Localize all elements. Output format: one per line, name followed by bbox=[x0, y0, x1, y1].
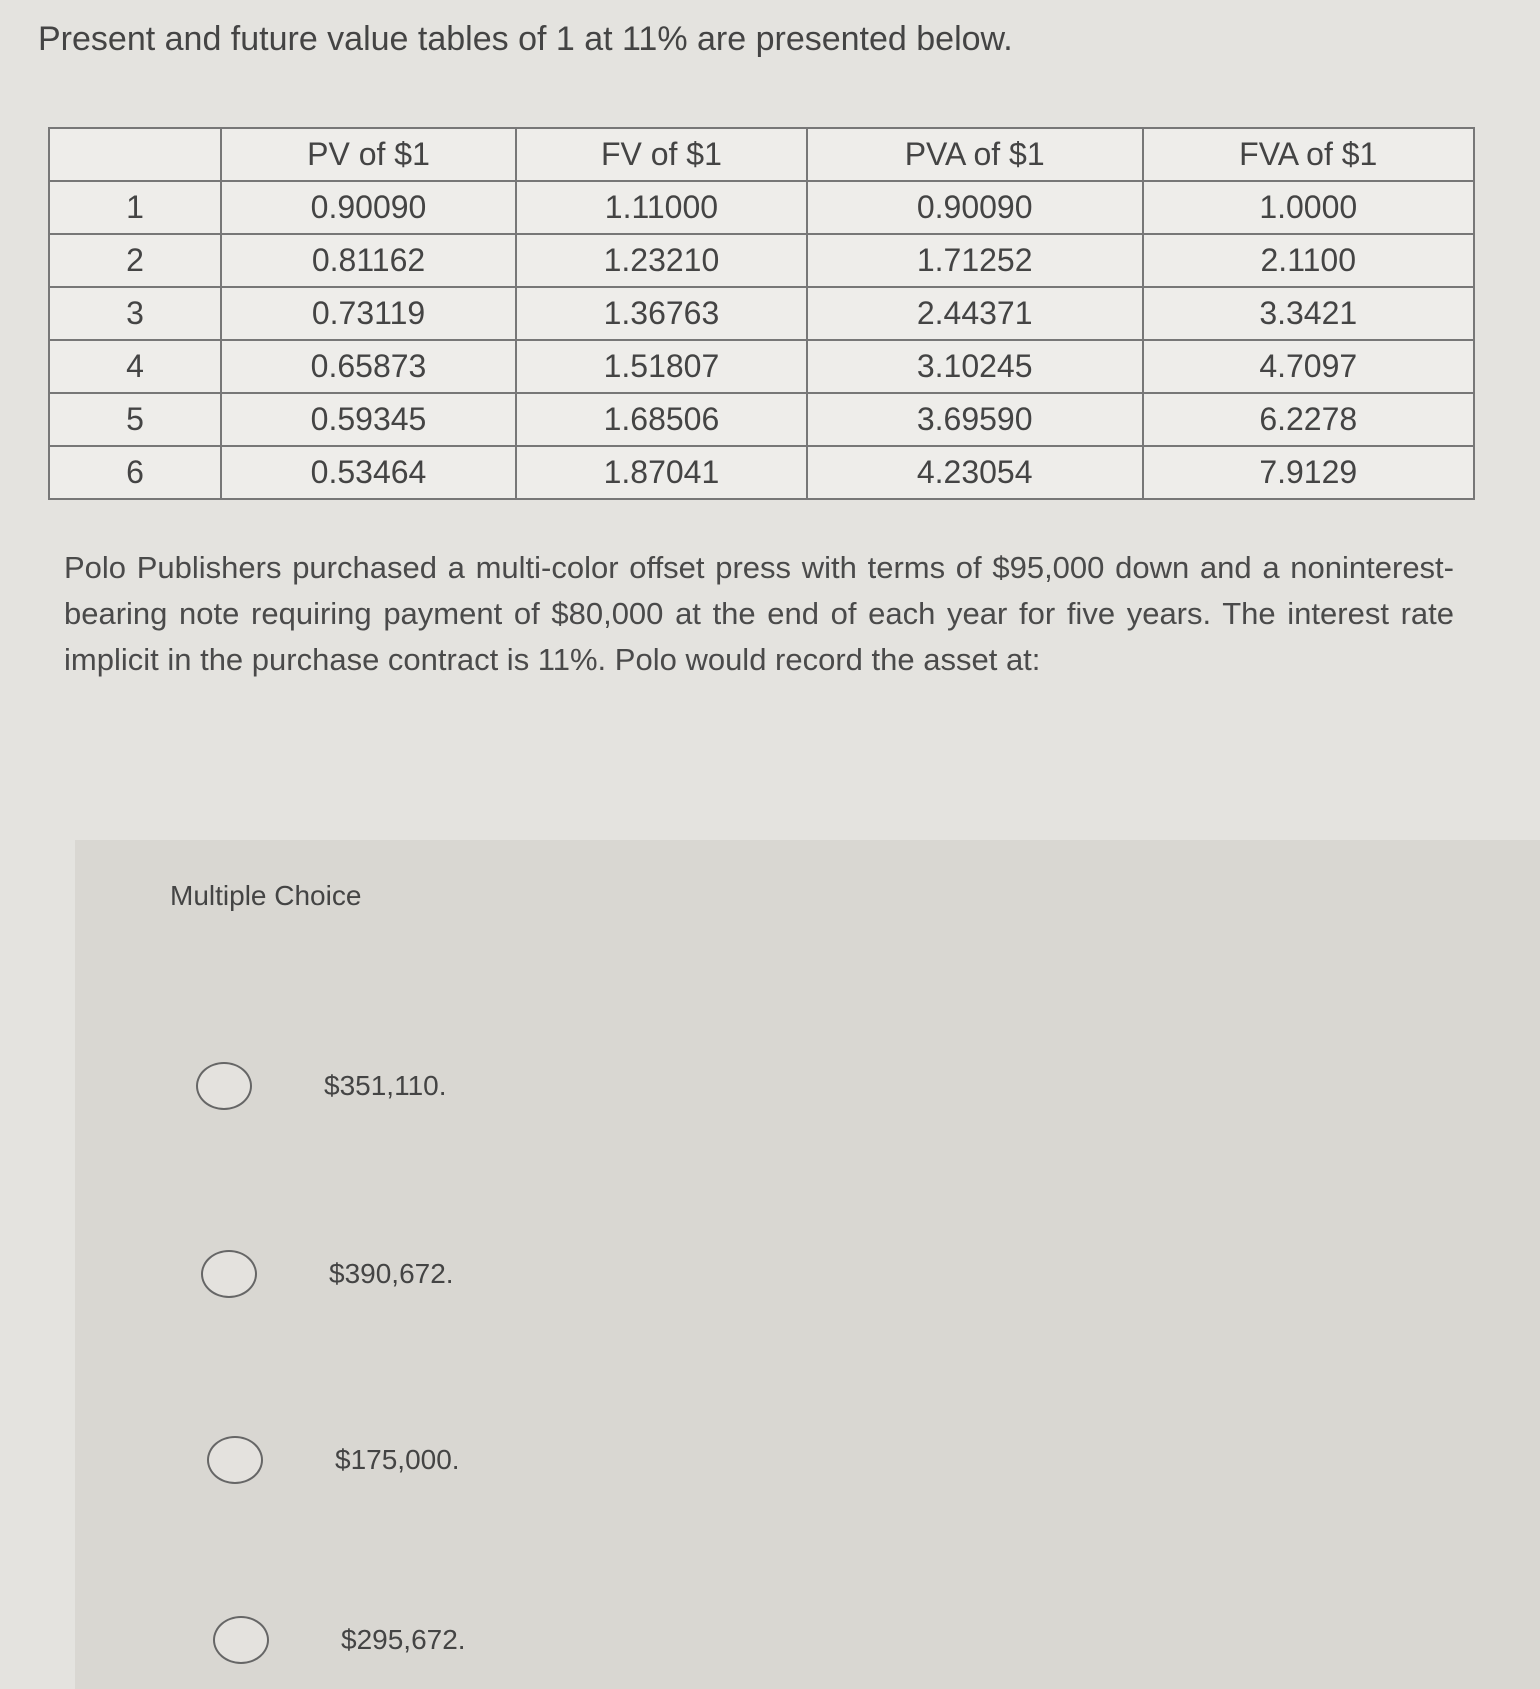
radio-button-icon[interactable] bbox=[213, 1616, 269, 1664]
value-cell: 3.3421 bbox=[1143, 287, 1474, 340]
value-cell: 1.71252 bbox=[807, 234, 1143, 287]
header-cell: PVA of $1 bbox=[807, 128, 1143, 181]
choice-option-2[interactable] bbox=[201, 1250, 454, 1298]
header-cell: FV of $1 bbox=[516, 128, 807, 181]
period-cell: 5 bbox=[49, 393, 221, 446]
period-cell: 4 bbox=[49, 340, 221, 393]
period-cell: 3 bbox=[49, 287, 221, 340]
value-cell: 0.59345 bbox=[221, 393, 516, 446]
period-cell: 6 bbox=[49, 446, 221, 499]
question-text: Polo Publishers purchased a multi-color offset press with terms of $95,000 down and a noninterest-bearing note requiring payment of $80,000 at the end of each year for five years. The interest rate implicit in the purchase contract is 11%. Polo would record the asset at: bbox=[64, 550, 1454, 677]
choice-label: $295,672. bbox=[341, 1624, 466, 1655]
table-row bbox=[49, 393, 1474, 446]
value-cell: 4.23054 bbox=[807, 446, 1143, 499]
table-row bbox=[49, 287, 1474, 340]
value-cell: 0.81162 bbox=[221, 234, 516, 287]
intro-text: Present and future value tables of 1 at 11% are presented below. bbox=[38, 20, 1013, 58]
value-cell: 2.44371 bbox=[807, 287, 1143, 340]
header-cell: FVA of $1 bbox=[1143, 128, 1474, 181]
value-cell: 7.9129 bbox=[1143, 446, 1474, 499]
table-row bbox=[49, 340, 1474, 393]
value-cell: 0.73119 bbox=[221, 287, 516, 340]
value-cell: 0.90090 bbox=[807, 181, 1143, 234]
multiple-choice-label: Multiple Choice bbox=[170, 880, 362, 911]
value-cell: 1.0000 bbox=[1143, 181, 1474, 234]
table-header-row bbox=[49, 128, 1474, 181]
choice-label: $175,000. bbox=[335, 1444, 460, 1475]
value-cell: 4.7097 bbox=[1143, 340, 1474, 393]
choice-option-1[interactable] bbox=[196, 1062, 447, 1110]
period-cell: 2 bbox=[49, 234, 221, 287]
value-cell: 3.10245 bbox=[807, 340, 1143, 393]
table-row bbox=[49, 446, 1474, 499]
value-cell: 1.87041 bbox=[516, 446, 807, 499]
radio-button-icon[interactable] bbox=[196, 1062, 252, 1110]
multiple-choice-panel bbox=[75, 840, 1540, 1689]
value-table bbox=[48, 127, 1475, 500]
header-cell bbox=[49, 128, 221, 181]
value-cell: 0.53464 bbox=[221, 446, 516, 499]
choice-label: $351,110. bbox=[324, 1070, 447, 1101]
radio-button-icon[interactable] bbox=[207, 1436, 263, 1484]
choice-option-3[interactable] bbox=[207, 1436, 460, 1484]
value-cell: 2.1100 bbox=[1143, 234, 1474, 287]
choice-option-4[interactable] bbox=[213, 1616, 466, 1664]
value-cell: 6.2278 bbox=[1143, 393, 1474, 446]
value-cell: 1.68506 bbox=[516, 393, 807, 446]
header-cell: PV of $1 bbox=[221, 128, 516, 181]
period-cell: 1 bbox=[49, 181, 221, 234]
value-cell: 1.36763 bbox=[516, 287, 807, 340]
value-cell: 1.23210 bbox=[516, 234, 807, 287]
value-cell: 3.69590 bbox=[807, 393, 1143, 446]
choice-label: $390,672. bbox=[329, 1258, 454, 1289]
table-row bbox=[49, 181, 1474, 234]
table-row bbox=[49, 234, 1474, 287]
value-cell: 0.65873 bbox=[221, 340, 516, 393]
value-cell: 1.11000 bbox=[516, 181, 807, 234]
value-cell: 0.90090 bbox=[221, 181, 516, 234]
radio-button-icon[interactable] bbox=[201, 1250, 257, 1298]
value-cell: 1.51807 bbox=[516, 340, 807, 393]
